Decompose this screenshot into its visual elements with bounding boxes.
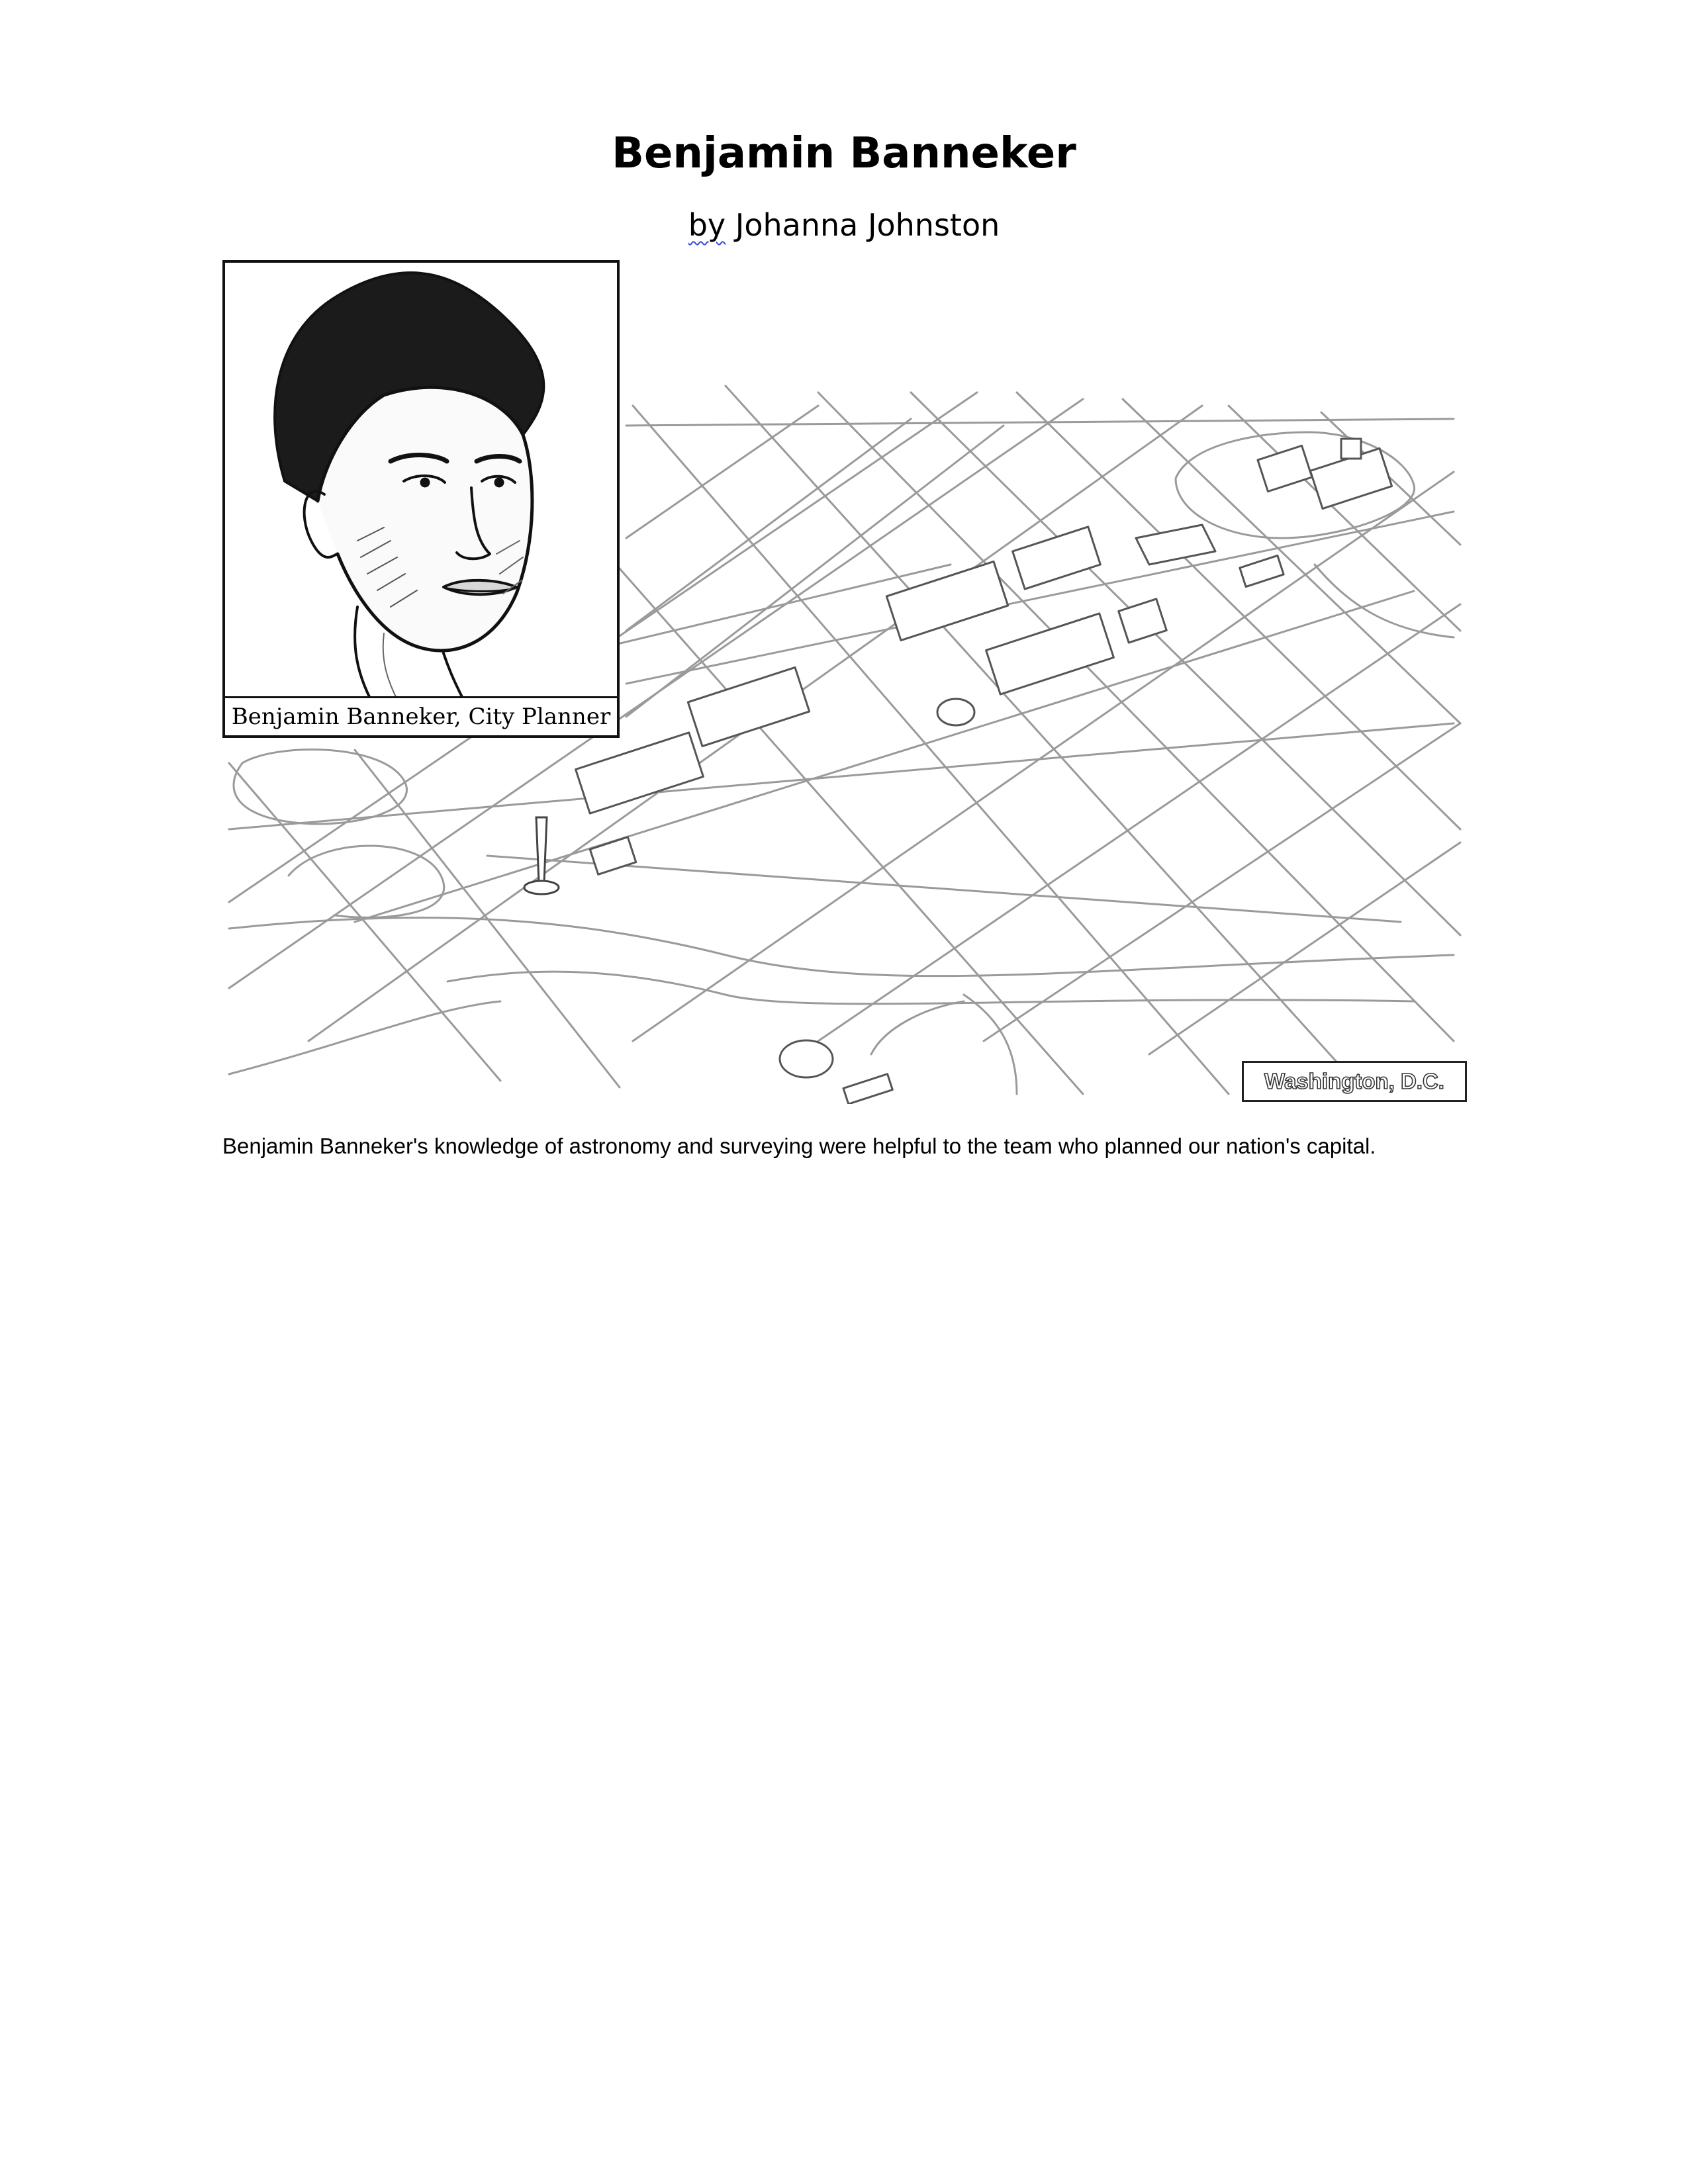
byline	[0, 205, 1688, 245]
illustration-figure	[222, 260, 1467, 1104]
byline-prefix: by	[688, 207, 726, 243]
byline-author: Johanna Johnston	[735, 207, 1000, 243]
figure-caption: Benjamin Banneker's knowledge of astronomy and surveying were helpful to the team who planned our nation's capital.	[222, 1134, 1376, 1158]
portrait-caption: Benjamin Banneker, City Planner	[225, 696, 617, 735]
map-label: Washington, D.C.	[1242, 1061, 1467, 1102]
portrait-frame	[222, 260, 620, 738]
portrait-sketch	[225, 263, 617, 700]
document-title: Benjamin Banneker	[612, 129, 1076, 178]
